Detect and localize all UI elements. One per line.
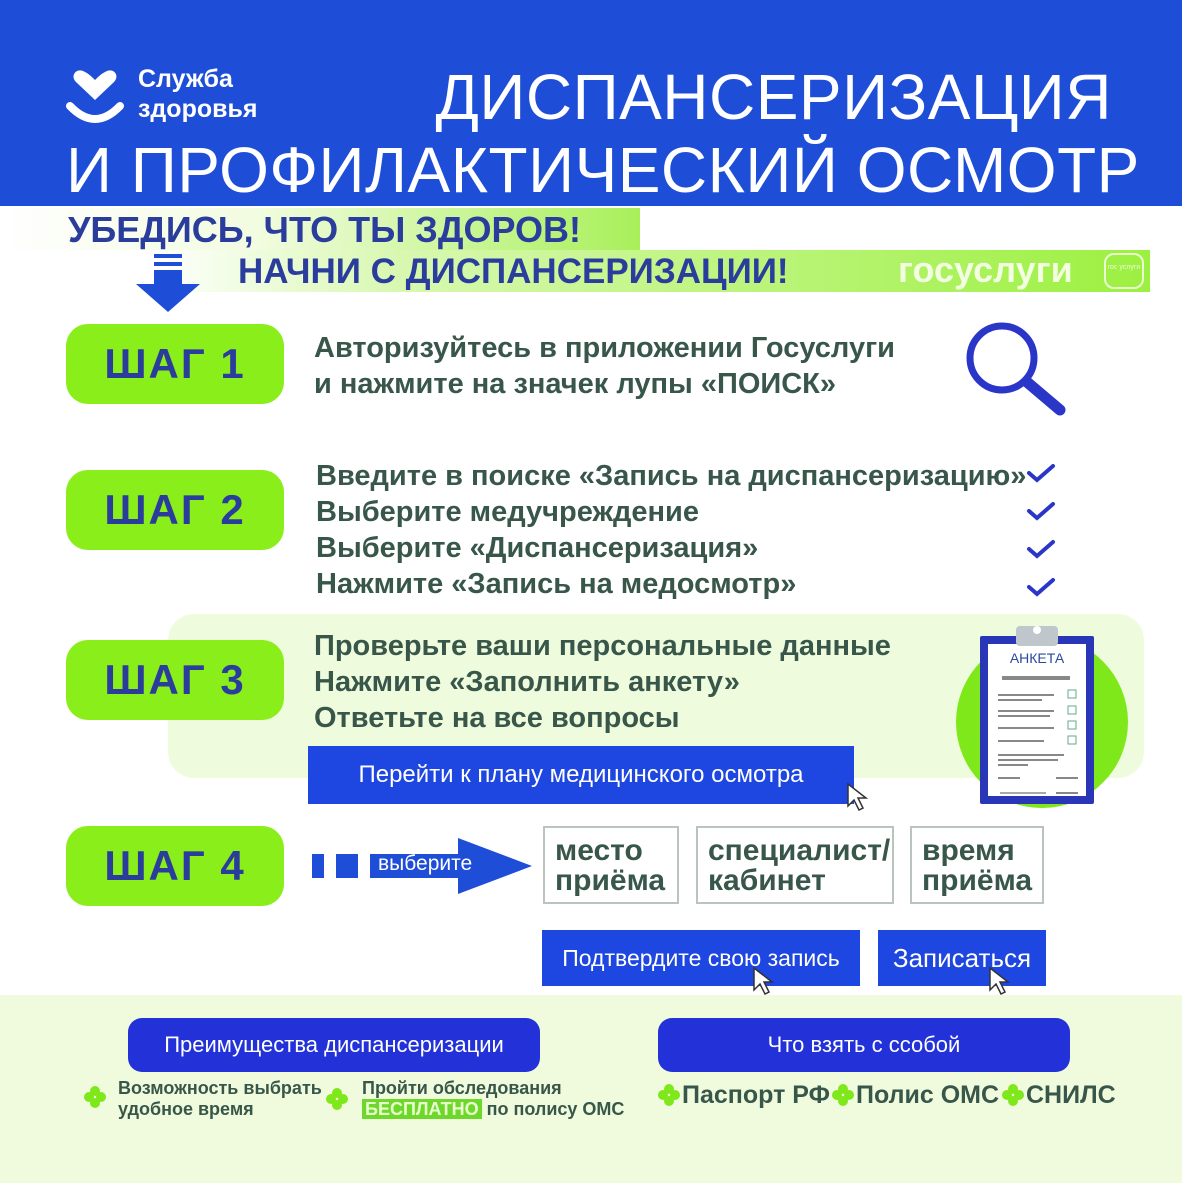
step-2-line-3: Выберите «Диспансеризация»: [316, 532, 759, 564]
benefit-item-2-rest: по полису ОМС: [486, 1099, 625, 1119]
checkmark-icon: [1026, 462, 1056, 484]
step-3-text: [314, 628, 891, 736]
step-1-badge: ШАГ 1: [66, 324, 284, 404]
choice-time[interactable]: [910, 826, 1044, 904]
step-1-text: [314, 330, 895, 402]
clover-bullet-icon: [1002, 1084, 1024, 1106]
step-2-line-4: Нажмите «Запись на медосмотр»: [316, 568, 797, 600]
magnifier-icon: [962, 320, 1072, 420]
benefit-item-2: [362, 1078, 624, 1120]
benefit-item-1: [118, 1078, 322, 1120]
free-tag: БЕСПЛАТНО: [362, 1099, 482, 1119]
clover-bullet-icon: [84, 1086, 106, 1108]
cursor-icon: [752, 966, 780, 998]
slogan-1: УБЕДИСЬ, ЧТО ТЫ ЗДОРОВ!: [68, 209, 582, 250]
benefit-item-1-line-2: удобное время: [118, 1099, 254, 1119]
page-title-line-2: И ПРОФИЛАКТИЧЕСКИЙ ОСМОТР: [66, 134, 1140, 206]
step-3-line-2: Нажмите «Заполнить анкету»: [314, 666, 740, 698]
what-to-bring-button[interactable]: Что взять с ссобой: [658, 1018, 1070, 1072]
benefit-item-2-line-2: [362, 1099, 624, 1120]
clipboard-title: АНКЕТА: [1009, 650, 1065, 666]
benefit-item-1-line-1: Возможность выбрать: [118, 1078, 322, 1098]
choice-specialist-line-1: специалист/: [708, 834, 891, 867]
slogan-2: НАЧНИ С ДИСПАНСЕРИЗАЦИИ!: [238, 252, 789, 291]
step-3-line-1: Проверьте ваши персональные данные: [314, 630, 891, 662]
choice-place-line-2: приёма: [555, 864, 666, 897]
step-2-text: [316, 458, 1026, 602]
clover-bullet-icon: [658, 1084, 680, 1106]
choice-time-line-1: время: [922, 834, 1015, 867]
bring-item-passport: Паспорт РФ: [682, 1081, 830, 1109]
logo-line-2: здоровья: [138, 95, 258, 123]
choice-time-line-2: приёма: [922, 864, 1033, 897]
choice-specialist[interactable]: [696, 826, 894, 904]
checkmark-icon: [1026, 576, 1056, 598]
choice-place[interactable]: [543, 826, 679, 904]
gosuslugi-brand: госуслуги: [898, 249, 1073, 290]
clover-bullet-icon: [326, 1088, 348, 1110]
checkmark-icon: [1026, 538, 1056, 560]
signup-button[interactable]: Записаться: [878, 930, 1046, 986]
step-1-line-1: Авторизуйтесь в приложении Госуслуги: [314, 332, 895, 364]
benefits-button[interactable]: Преимущества диспансеризации: [128, 1018, 540, 1072]
benefit-item-2-line-1: Пройти обследования: [362, 1078, 562, 1098]
bring-item-oms: Полис ОМС: [856, 1081, 1000, 1109]
step-2-line-1: Введите в поиске «Запись на диспансеризацию»: [316, 460, 1027, 492]
cursor-icon: [846, 782, 874, 814]
step-3-badge: ШАГ 3: [66, 640, 284, 720]
step-4-badge: ШАГ 4: [66, 826, 284, 906]
confirm-booking-button[interactable]: Подтвердите свою запись: [542, 930, 860, 986]
cursor-icon: [988, 966, 1016, 998]
go-to-plan-button[interactable]: Перейти к плану медицинского осмотра: [308, 746, 854, 804]
step-3-line-3: Ответьте на все вопросы: [314, 702, 680, 734]
step-2-badge: ШАГ 2: [66, 470, 284, 550]
clover-bullet-icon: [832, 1084, 854, 1106]
step-2-line-2: Выберите медучреждение: [316, 496, 700, 528]
choice-specialist-line-2: кабинет: [708, 864, 826, 897]
questionnaire-clipboard-icon: [978, 620, 1096, 806]
choice-place-line-1: место: [555, 834, 643, 867]
select-arrow-label: выберите: [378, 852, 473, 875]
down-arrow-icon: [136, 254, 200, 314]
step-1-line-2: и нажмите на значек лупы «ПОИСК»: [314, 368, 836, 400]
logo-line-1: Служба: [138, 65, 233, 93]
checkmark-icon: [1026, 500, 1056, 522]
gosuslugi-badge-icon: гос услуги: [1104, 253, 1144, 289]
page-title-line-1: ДИСПАНСЕРИЗАЦИЯ: [435, 61, 1112, 133]
bring-item-snils: СНИЛС: [1026, 1081, 1116, 1109]
